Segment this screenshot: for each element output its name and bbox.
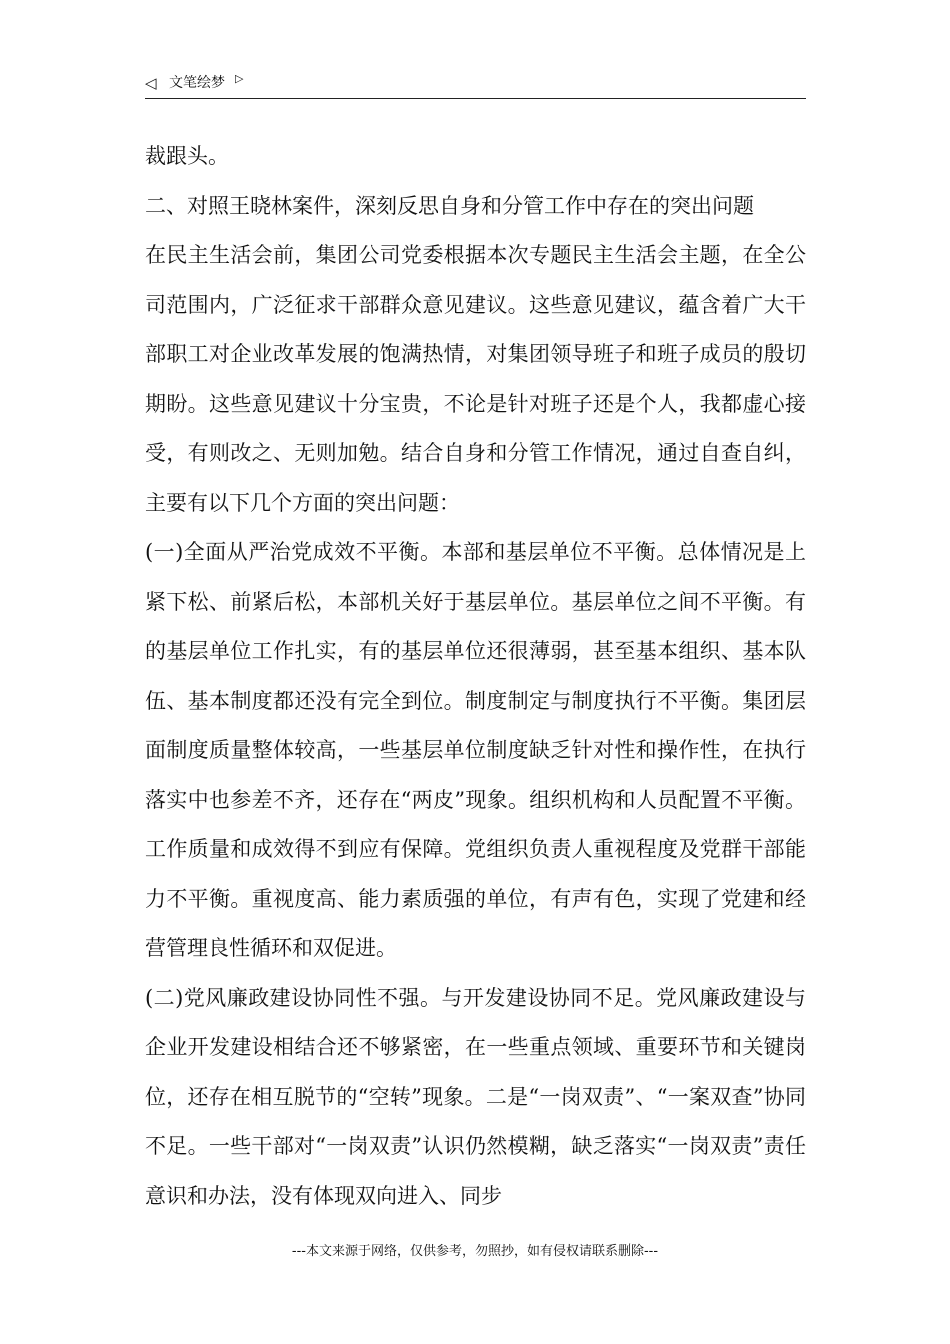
section-heading: 二、对照王晓林案件，深刻反思自身和分管工作中存在的突出问题	[145, 193, 754, 218]
document-body	[145, 132, 806, 1221]
paragraph-item-1: (一)全面从严治党成效不平衡。本部和基层单位不平衡。总体情况是上紧下松、前紧后松，本部机关好于基层单位。基层单位之间不平衡。有的基层单位工作扎实，有的基层单位还很薄弱，甚至基本组织、基本队伍、基本制度都还没有完全到位。制度制定与制度执行不平衡。集团层面制度质量整体较高，一些基层单位制度缺乏针对性和操作性，在执行落实中也参差不齐，还存在“两皮”现象。组织机构和人员配置不平衡。工作质量和成效得不到应有保障。党组织负责人重视程度及党群干部能力不平衡。重视度高、能力素质强的单位，有声有色，实现了党建和经营管理良性循环和双促进。	[145, 540, 806, 960]
page-header	[145, 72, 806, 99]
paragraph-continuation: 裁跟头。	[145, 144, 229, 168]
page-footer-disclaimer: ---本文来源于网络，仅供参考，勿照抄，如有侵权请联系删除---	[291, 1244, 659, 1259]
header-brand: 文笔绘梦	[169, 75, 225, 91]
paragraph-item-2: (二)党风廉政建设协同性不强。与开发建设协同不足。党风廉政建设与企业开发建设相结合还不够紧密，在一些重点领域、重要环节和关键岗位，还存在相互脱节的“空转”现象。二是“一岗双责”、“一案双查”协同不足。一些干部对“一岗双责”认识仍然模糊，缺乏落实“一岗双责”责任意识和办法，没有体现双向进入、同步	[145, 985, 806, 1208]
paragraph-intro: 在民主生活会前，集团公司党委根据本次专题民主生活会主题，在全公司范围内，广泛征求干部群众意见建议。这些意见建议，蕴含着广大干部职工对企业改革发展的饱满热情，对集团领导班子和班子成员的殷切期盼。这些意见建议十分宝贵，不论是针对班子还是个人，我都虚心接受，有则改之、无则加勉。结合自身和分管工作情况，通过自查自纠，主要有以下几个方面的突出问题：	[145, 243, 806, 515]
triangle-right-icon: ▷	[235, 72, 244, 85]
triangle-left-icon: ◁	[145, 74, 157, 92]
